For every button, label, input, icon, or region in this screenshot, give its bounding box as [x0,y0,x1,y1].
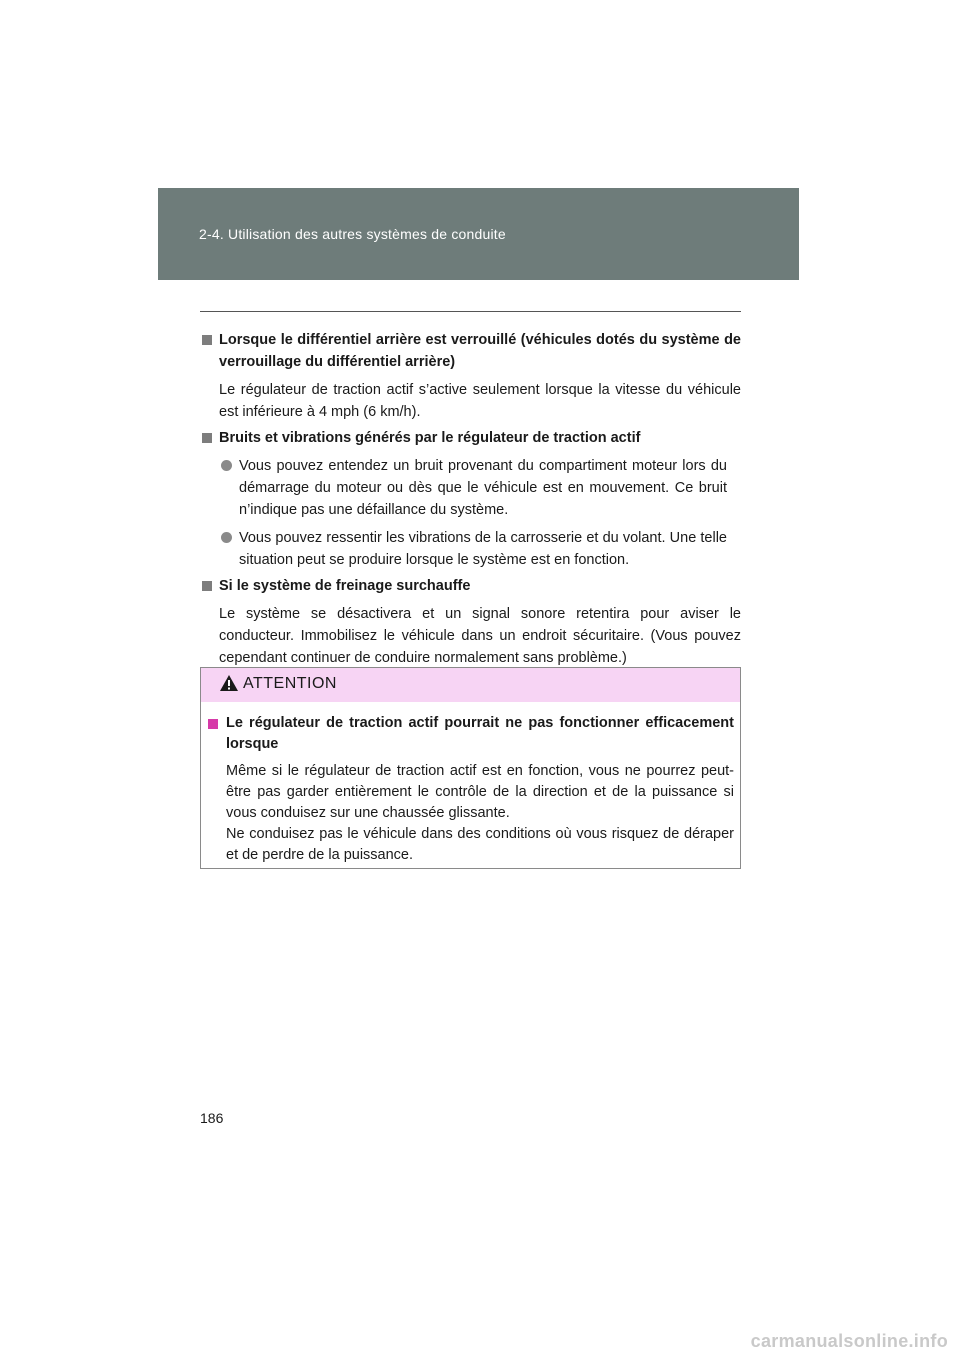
attention-text: Même si le régulateur de traction actif est en fonction, vous ne pourrez peut-être pas garder entièrement le contrôle de la direction et de la puissance si vous conduisez sur une chaussée glissante. [226,763,734,821]
section-heading-text: Bruits et vibrations générés par le régulateur de traction actif [219,430,641,446]
section-text: Le système se désactivera et un signal sonore retentira pour aviser le conducteur. Immobilisez le véhicule dans un endroit sécuritaire. (Vous pouvez cependant continuer de conduire normalement sans problème.) [219,606,741,666]
header-divider [200,311,741,312]
square-bullet-icon [202,581,212,591]
attention-header [201,668,740,702]
section-heading [200,427,741,449]
circle-bullet-icon [221,460,232,471]
section-text: Le régulateur de traction actif s’active seulement lorsque la vitesse du véhicule est inférieure à 4 mph (6 km/h). [219,382,741,420]
square-bullet-icon [202,433,212,443]
main-content [200,325,741,669]
chapter-title: 2-4. Utilisation des autres systèmes de conduite [199,226,506,242]
bullet-text: Vous pouvez ressentir les vibrations de la carrosserie et du volant. Une telle situation peut se produire lorsque le système est en fonction. [239,530,727,568]
attention-text: Ne conduisez pas le véhicule dans des conditions où vous risquez de déraper et de perdre de la puissance. [226,826,734,863]
square-bullet-icon [208,719,218,729]
chapter-header-band [158,188,799,280]
section-heading-text: Si le système de freinage surchauffe [219,578,471,594]
bullet-text: Vous pouvez entendez un bruit provenant du compartiment moteur lors du démarrage du moteur ou dès que le véhicule est en mouvement. Ce bruit n’indique pas une défaillance du système. [239,458,727,518]
watermark: carmanualsonline.info [750,1331,948,1351]
warning-triangle-icon [219,674,239,692]
attention-heading-text: Le régulateur de traction actif pourrait ne pas fonctionner efficacement lorsque [226,715,734,752]
section-heading-text: Lorsque le différentiel arrière est verrouillé (véhicules dotés du système de verrouillage du différentiel arrière) [219,332,741,370]
section-heading [200,575,741,597]
attention-body [201,702,740,866]
circle-bullet-icon [221,532,232,543]
section-heading [200,329,741,373]
attention-box [200,667,741,869]
bullet-item [200,527,741,571]
attention-title: ATTENTION [243,675,337,692]
bullet-item [200,455,741,521]
square-bullet-icon [202,335,212,345]
page-number: 186 [200,1110,224,1126]
attention-heading [201,713,734,755]
